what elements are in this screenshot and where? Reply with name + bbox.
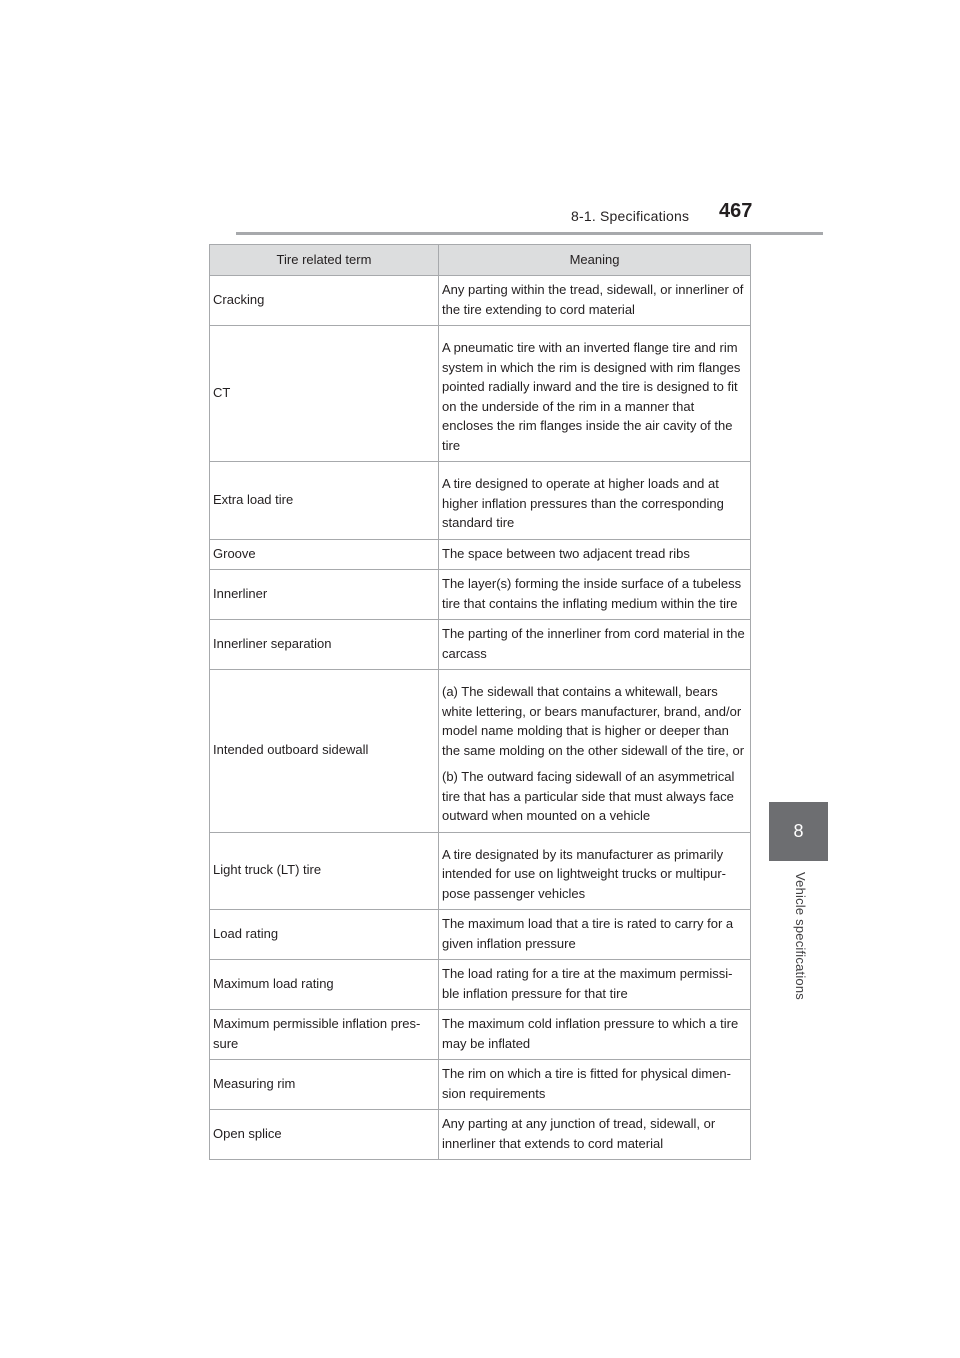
term-cell: Intended outboard sidewall [210, 670, 439, 833]
table-row [210, 1110, 751, 1160]
meaning-cell [439, 276, 751, 326]
table-row [210, 462, 751, 540]
chapter-tab [769, 802, 828, 861]
meaning-cell [439, 326, 751, 462]
column-header-term: Tire related term [210, 245, 439, 276]
meaning-cell [439, 620, 751, 670]
meaning-text: (a) The sidewall that contains a whitewall, bears white lettering, or bears manufacturer, brand, and/or model name molding that is higher or deeper than the same molding on the other sidewall of the tire, or [442, 684, 745, 758]
meaning-text: A pneumatic tire with an inverted flange tire and rim system in which the rim is designed with rim flanges pointed radially inward and the tire is designed to fit on the underside of the rim in a manner that encloses the rim flanges inside the air cavity of the tire [442, 340, 741, 453]
meaning-text: The parting of the innerliner from cord material in the carcass [442, 626, 745, 661]
tire-terms-table [209, 244, 751, 1160]
meaning-cell [439, 570, 751, 620]
meaning-text: A tire designed to operate at higher loads and at higher inflation pressures than the corresponding standard tire [442, 476, 724, 530]
meaning-cell [439, 1060, 751, 1110]
term-cell: Load rating [210, 910, 439, 960]
table-row [210, 539, 751, 570]
meaning-text: The layer(s) forming the inside surface of a tubeless tire that contains the inflating medium within the tire [442, 576, 742, 611]
meaning-text: The space between two adjacent tread ribs [442, 545, 690, 561]
header-rule [236, 232, 823, 235]
table-row [210, 1060, 751, 1110]
meaning-cell [439, 832, 751, 910]
page-number: 467 [719, 200, 753, 222]
table-row [210, 832, 751, 910]
meaning-text: (b) The outward facing sidewall of an asymmetrical tire that has a particular side that must always face outward when mounted on a vehicle [442, 769, 735, 823]
term-cell: Innerliner [210, 570, 439, 620]
term-cell: Cracking [210, 276, 439, 326]
term-cell: Light truck (LT) tire [210, 832, 439, 910]
page-header [0, 0, 960, 236]
column-header-meaning: Meaning [439, 245, 751, 276]
term-cell: Maximum permissible inflation pres-sure [210, 1010, 439, 1060]
meaning-cell [439, 1010, 751, 1060]
table-row [210, 570, 751, 620]
meaning-cell [439, 670, 751, 833]
table-row [210, 960, 751, 1010]
table-row [210, 276, 751, 326]
meaning-cell [439, 960, 751, 1010]
table-row [210, 620, 751, 670]
term-cell: Innerliner separation [210, 620, 439, 670]
meaning-cell [439, 539, 751, 570]
term-cell: Measuring rim [210, 1060, 439, 1110]
meaning-text: The rim on which a tire is fitted for physical dimen-sion requirements [442, 1066, 731, 1101]
table-row [210, 326, 751, 462]
meaning-cell [439, 910, 751, 960]
meaning-cell [439, 1110, 751, 1160]
term-cell: CT [210, 326, 439, 462]
table-row [210, 670, 751, 833]
meaning-text: The maximum cold inflation pressure to which a tire may be inflated [442, 1016, 739, 1051]
term-cell: Open splice [210, 1110, 439, 1160]
chapter-number: 8 [793, 821, 804, 841]
chapter-label: Vehicle specifications [793, 872, 808, 1000]
meaning-text: Any parting within the tread, sidewall, or innerliner of the tire extending to cord material [442, 282, 744, 317]
section-title: 8-1. Specifications [571, 208, 690, 224]
meaning-text: The load rating for a tire at the maximum permissi-ble inflation pressure for that tire [442, 966, 733, 1001]
term-cell: Groove [210, 539, 439, 570]
table-row [210, 1010, 751, 1060]
meaning-text: The maximum load that a tire is rated to carry for a given inflation pressure [442, 916, 734, 951]
term-cell: Extra load tire [210, 462, 439, 540]
term-cell: Maximum load rating [210, 960, 439, 1010]
meaning-text: Any parting at any junction of tread, sidewall, or innerliner that extends to cord material [442, 1116, 716, 1151]
table-header-row [210, 245, 751, 276]
meaning-cell [439, 462, 751, 540]
meaning-text: A tire designated by its manufacturer as primarily intended for use on lightweight trucks or multipur-pose passenger vehicles [442, 846, 726, 901]
table-row [210, 910, 751, 960]
